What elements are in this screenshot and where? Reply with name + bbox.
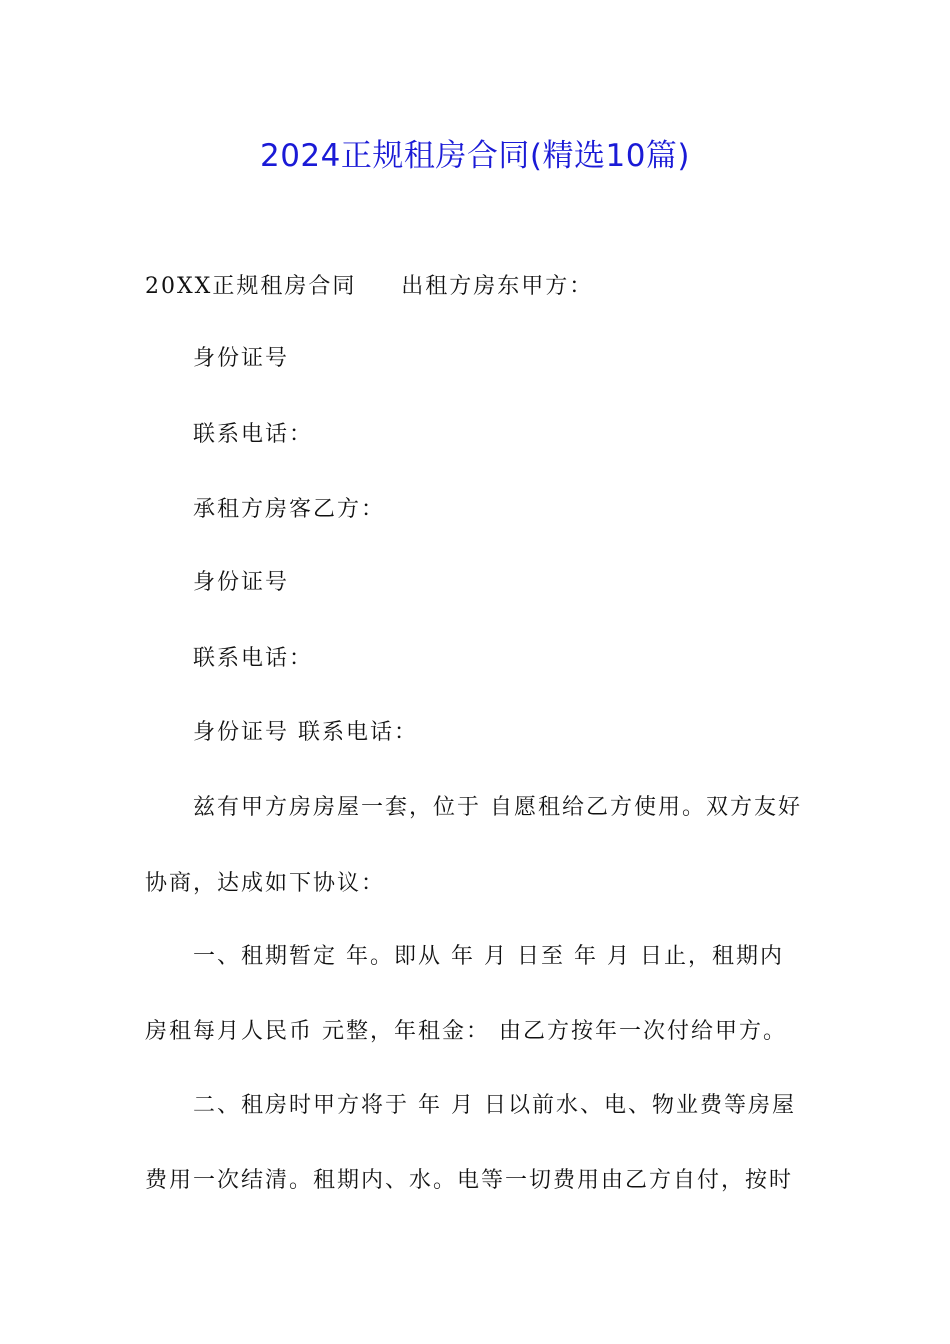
document-title: 2024正规租房合同(精选10篇): [259, 138, 691, 174]
paragraph-line-7: 身份证号 联系电话：: [193, 720, 418, 745]
paragraph-line-11: 房租每月人民币 元整，年租金： 由乙方按年一次付给甲方。: [145, 1019, 787, 1044]
paragraph-line-1: 20XX正规租房合同 出租方房东甲方：: [145, 274, 594, 299]
paragraph-line-6: 联系电话：: [193, 646, 314, 671]
paragraph-line-2: 身份证号: [193, 346, 290, 371]
paragraph-line-10: 一、租期暂定 年。即从 年 月 日至 年 月 日止，租期内: [193, 944, 784, 969]
paragraph-line-9: 协商，达成如下协议：: [145, 871, 386, 896]
paragraph-line-3: 联系电话：: [193, 422, 314, 447]
paragraph-line-4: 承租方房客乙方：: [193, 497, 386, 522]
paragraph-line-8: 兹有甲方房房屋一套，位于 自愿租给乙方使用。双方友好: [193, 795, 802, 820]
paragraph-line-13: 费用一次结清。租期内、水。电等一切费用由乙方自付，按时: [145, 1168, 794, 1193]
paragraph-line-12: 二、租房时甲方将于 年 月 日以前水、电、物业费等房屋: [193, 1093, 796, 1118]
paragraph-line-5: 身份证号: [193, 570, 290, 595]
